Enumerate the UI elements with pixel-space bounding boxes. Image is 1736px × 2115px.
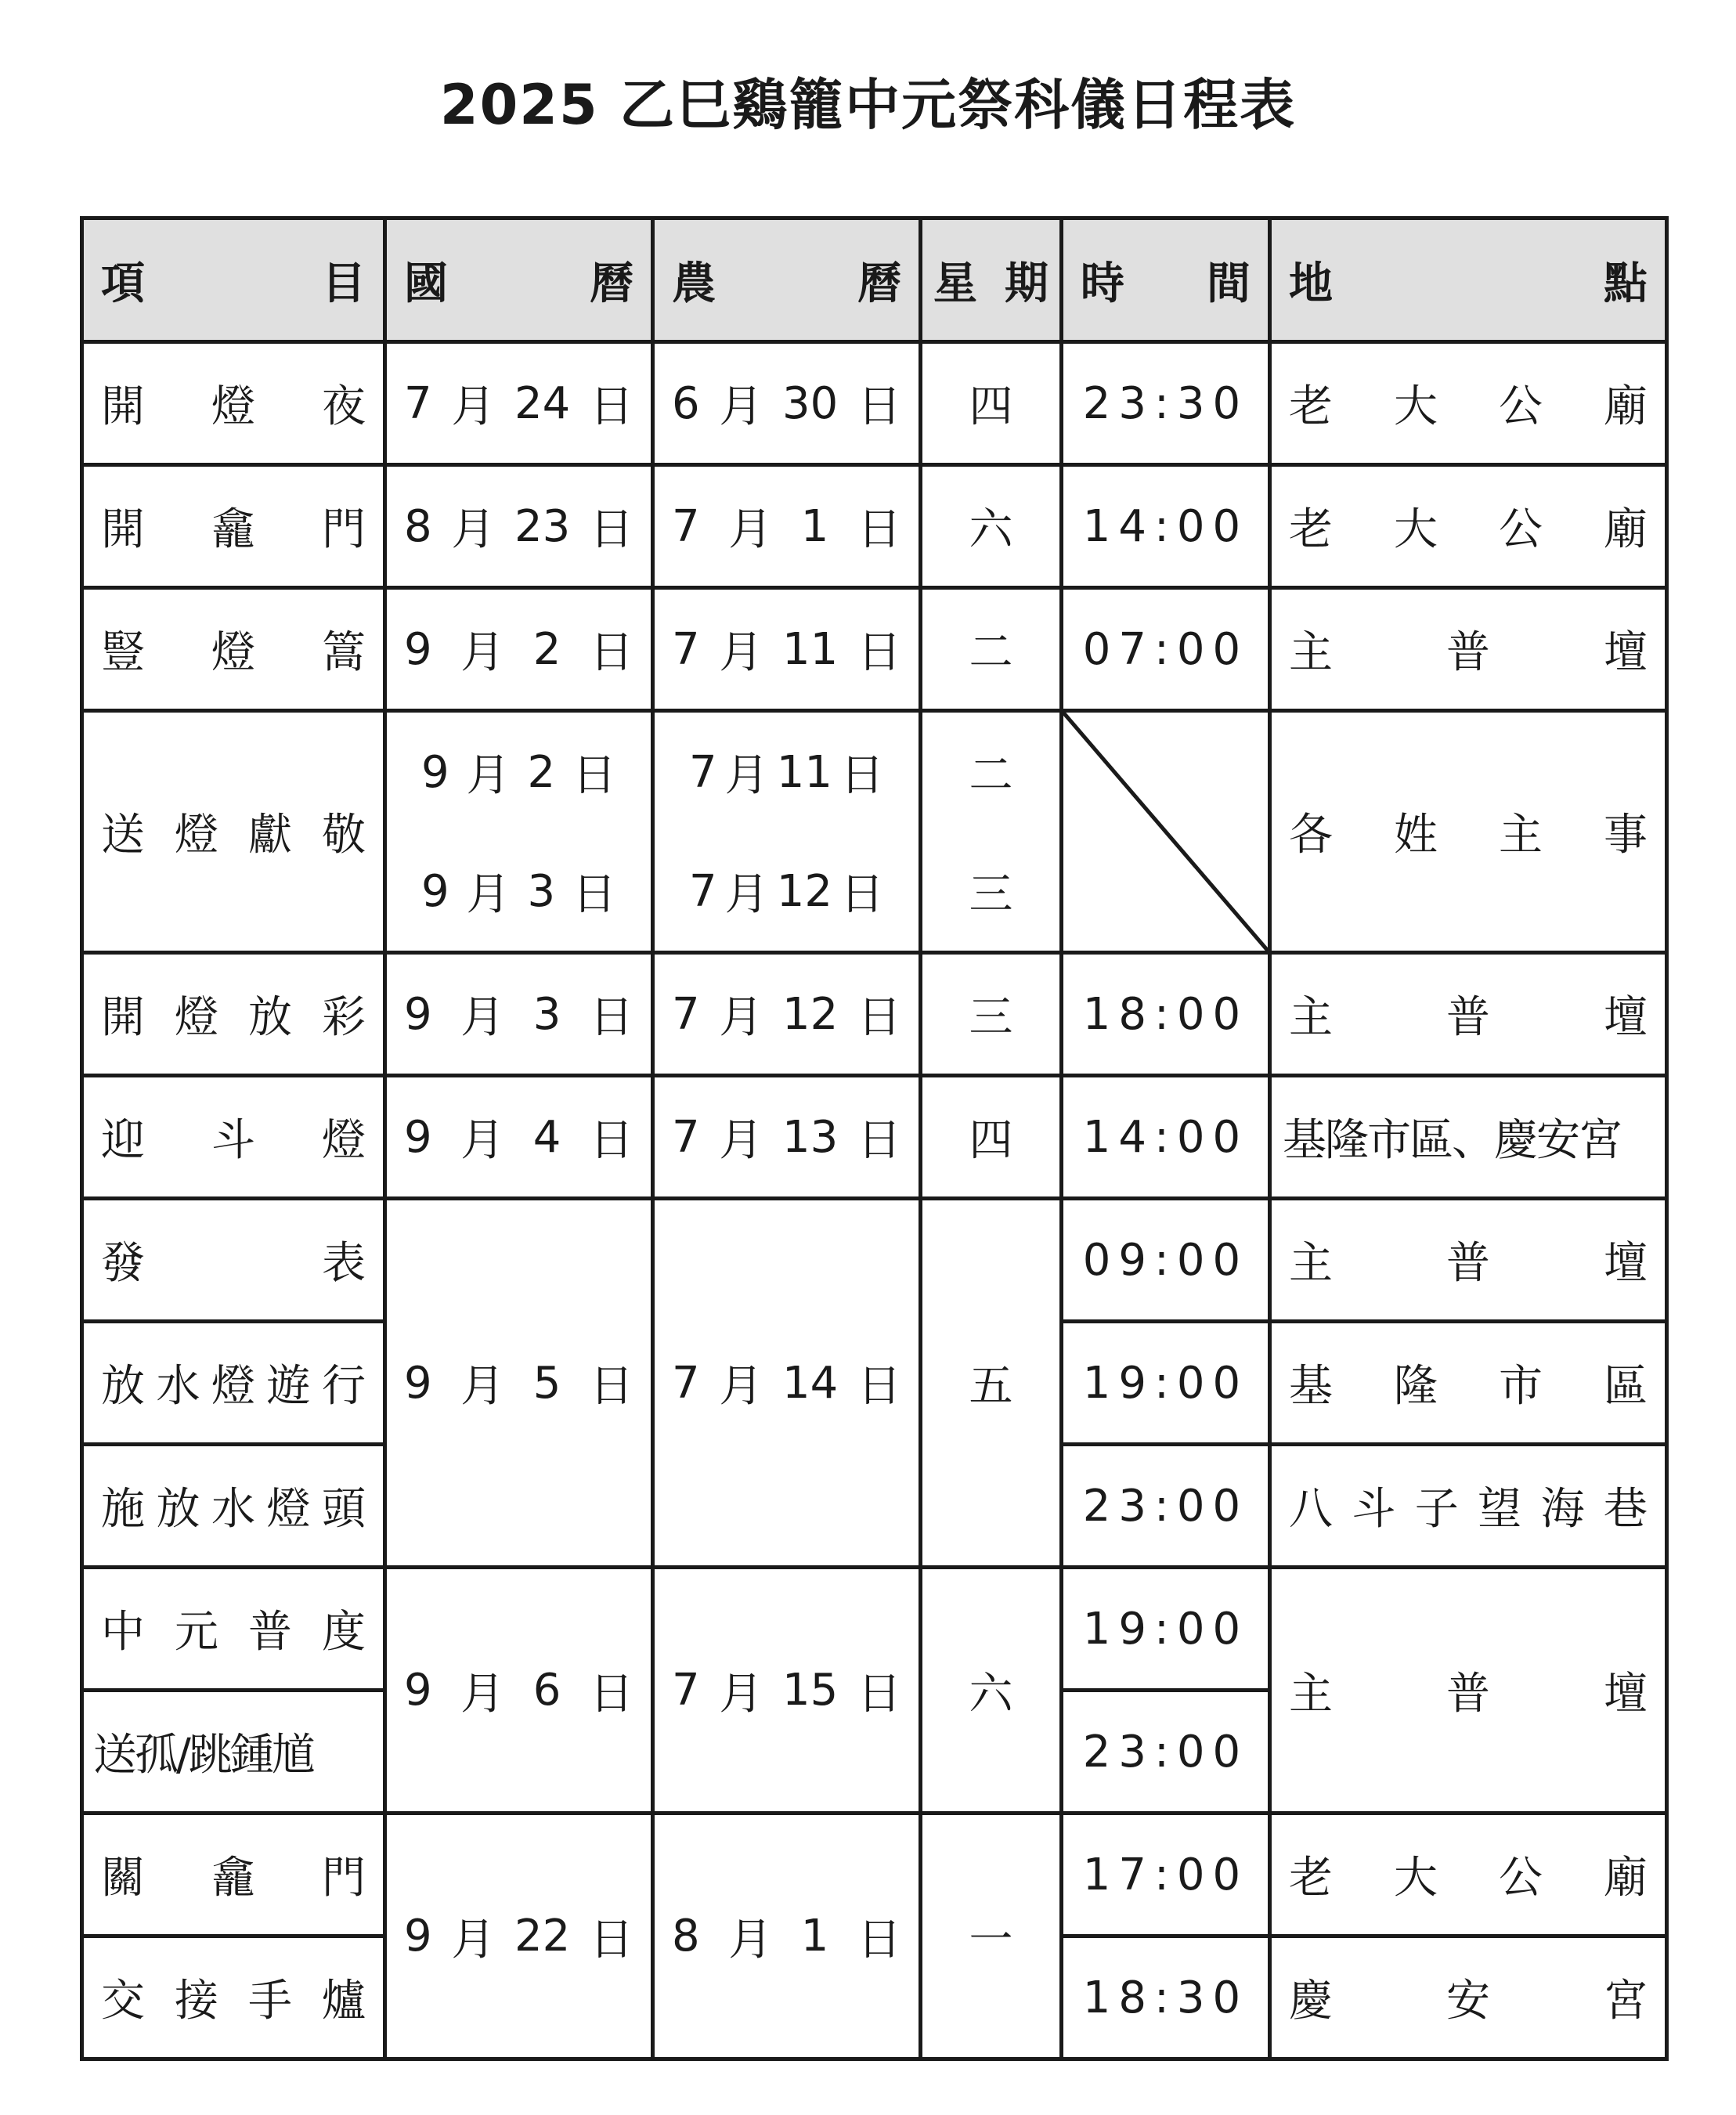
cell-text: 日 — [589, 1914, 633, 1965]
cell-text: 7 — [689, 865, 717, 917]
cell-text: 9 — [404, 1111, 432, 1163]
cell-text: 主 — [1289, 1238, 1333, 1289]
time-cell: 23:30 — [1062, 342, 1270, 465]
item-cell — [82, 1568, 385, 1691]
cell-text: 日 — [857, 1668, 901, 1720]
cell-text: 普 — [1446, 1238, 1490, 1289]
cell-text: 日 — [857, 504, 901, 555]
weekday-cell: 二 — [921, 588, 1062, 711]
cell-text: 日 — [857, 1361, 901, 1412]
lunar-date-cell — [653, 711, 921, 953]
cell-text: 22 — [514, 1911, 571, 1962]
cell-text: 7 — [672, 1111, 700, 1163]
cell-text: 9 — [404, 1665, 432, 1716]
cell-text: 月 — [466, 750, 511, 801]
weekday-cell: 五 — [921, 1199, 1062, 1568]
cell-text: 目 — [322, 258, 366, 309]
cell-text: 項 — [101, 258, 145, 309]
cell-text: 慶 — [1289, 1976, 1333, 2027]
item-cell — [82, 711, 385, 953]
lunar-date-cell — [653, 1199, 921, 1568]
lunar-date-cell — [653, 465, 921, 588]
cell-text: 放 — [248, 992, 292, 1043]
place-cell — [1270, 711, 1667, 953]
weekday-cell: 六 — [921, 465, 1062, 588]
cell-text: 月 — [460, 1361, 505, 1412]
page-title: 2025 乙巳鷄籠中元祭科儀日程表 — [439, 73, 1297, 137]
cell-text: 日 — [572, 750, 616, 801]
time-cell: 14:00 — [1062, 1076, 1270, 1199]
time-cell: 09:00 — [1062, 1199, 1270, 1322]
cell-text: 燈 — [211, 627, 255, 678]
header-item — [82, 218, 385, 342]
cell-text: 7 — [672, 988, 700, 1040]
cell-text: 龕 — [211, 504, 255, 555]
cell-text: 八 — [1289, 1484, 1333, 1535]
cell-text: 曆 — [590, 258, 633, 309]
cell-text: 農 — [672, 258, 716, 309]
cell-text: 日 — [589, 627, 633, 678]
cell-text: 月 — [724, 750, 769, 801]
place-cell — [1270, 953, 1667, 1076]
time-cell: 17:00 — [1062, 1814, 1270, 1936]
cell-text: 接 — [175, 1976, 218, 2027]
cell-text: 老 — [1289, 381, 1333, 432]
cell-text: 關 — [101, 1853, 145, 1904]
cell-text: 安 — [1446, 1976, 1490, 2027]
cell-text: 主 — [1289, 1668, 1333, 1720]
solar-date-cell — [385, 588, 653, 711]
cell-text: 主 — [1289, 992, 1333, 1043]
cell-text: 12 — [782, 988, 839, 1040]
cell-text: 頭 — [322, 1484, 366, 1535]
cell-text: 燈 — [211, 1361, 255, 1412]
cell-text: 水 — [156, 1361, 200, 1412]
cell-text: 9 — [421, 865, 449, 917]
cell-text: 望 — [1478, 1484, 1522, 1535]
cell-text: 月 — [451, 1914, 496, 1965]
cell-text: 日 — [589, 1361, 633, 1412]
cell-text: 開 — [101, 992, 145, 1043]
cell-text: 巷 — [1603, 1484, 1648, 1535]
cell-text: 間 — [1207, 258, 1251, 309]
cell-text: 3 — [527, 865, 556, 917]
time-cell: 23:00 — [1062, 1691, 1270, 1814]
item-cell — [82, 1199, 385, 1322]
cell-text: 姓 — [1394, 810, 1438, 861]
cell-text: 公 — [1499, 1853, 1543, 1904]
lunar-date-cell — [653, 1568, 921, 1814]
cell-text: 普 — [1446, 1668, 1490, 1720]
header-row — [82, 218, 1667, 342]
cell-text: 國 — [404, 258, 448, 309]
cell-text: 篙 — [322, 627, 366, 678]
item-cell — [82, 953, 385, 1076]
cell-text: 13 — [782, 1111, 839, 1163]
cell-text: 日 — [840, 869, 884, 920]
cell-text: 日 — [589, 504, 633, 555]
cell-text: 月 — [724, 869, 769, 920]
cell-text: 日 — [857, 992, 901, 1043]
cell-text: 普 — [1446, 627, 1490, 678]
item-cell — [82, 465, 385, 588]
cell-text: 子 — [1414, 1484, 1459, 1535]
table-row — [82, 1076, 1667, 1199]
cell-text: 月 — [719, 1115, 763, 1166]
cell-text: 月 — [460, 627, 505, 678]
cell-text: 交 — [101, 1976, 145, 2027]
time-cell-empty — [1062, 711, 1270, 953]
cell-text: 公 — [1499, 504, 1543, 555]
cell-text: 放 — [101, 1361, 145, 1412]
cell-text: 日 — [857, 627, 901, 678]
cell-text: 開 — [101, 381, 145, 432]
place-cell — [1270, 342, 1667, 465]
cell-text: 遊 — [266, 1361, 311, 1412]
cell-text: 月 — [719, 381, 763, 432]
cell-text: 2 — [527, 746, 556, 798]
place-cell — [1270, 1568, 1667, 1814]
table-row — [82, 1199, 1667, 1322]
header-weekday — [921, 218, 1062, 342]
cell-text: 送 — [101, 810, 145, 861]
table-row — [82, 465, 1667, 588]
solar-date-cell — [385, 465, 653, 588]
cell-text: 大 — [1394, 1853, 1438, 1904]
lunar-date-cell — [653, 342, 921, 465]
cell-text: 燈 — [266, 1484, 311, 1535]
solar-date-cell — [385, 342, 653, 465]
cell-text: 1 — [800, 1911, 829, 1962]
cell-text: 放 — [156, 1484, 200, 1535]
item-cell — [82, 1076, 385, 1199]
cell-text: 時 — [1081, 258, 1124, 309]
cell-text: 8 — [404, 500, 432, 552]
cell-text: 壇 — [1604, 627, 1648, 678]
cell-text: 日 — [589, 1115, 633, 1166]
cell-text: 6 — [672, 377, 700, 429]
cell-text: 2 — [532, 623, 561, 675]
solar-date-cell — [385, 711, 653, 953]
cell-text: 宮 — [1604, 1976, 1648, 2027]
cell-text: 7 — [672, 500, 700, 552]
cell-text: 市 — [1499, 1361, 1543, 1412]
cell-text: 11 — [782, 623, 839, 675]
cell-text: 彩 — [322, 992, 366, 1043]
cell-text: 9 — [404, 988, 432, 1040]
weekday-cell: 一 — [921, 1814, 1062, 2059]
cell-text: 5 — [532, 1357, 561, 1409]
cell-text: 廟 — [1604, 1853, 1648, 1904]
cell-text: 日 — [857, 1115, 901, 1166]
time-cell: 18:30 — [1062, 1936, 1270, 2059]
time-cell: 07:00 — [1062, 588, 1270, 711]
cell-text: 老 — [1289, 1853, 1333, 1904]
time-cell: 23:00 — [1062, 1445, 1270, 1568]
cell-text: 廟 — [1604, 381, 1648, 432]
cell-text: 地 — [1289, 258, 1333, 309]
place-cell — [1270, 465, 1667, 588]
cell-text: 月 — [460, 992, 505, 1043]
cell-text: 7 — [689, 746, 717, 798]
cell-text: 7 — [404, 377, 432, 429]
cell-text: 15 — [782, 1665, 839, 1716]
weekday-cell: 二 三 — [921, 711, 1062, 953]
time-cell: 14:00 — [1062, 465, 1270, 588]
cell-text: 行 — [322, 1361, 366, 1412]
cell-text: 星 — [933, 258, 977, 309]
place-cell — [1270, 1936, 1667, 2059]
lunar-date-cell — [653, 953, 921, 1076]
table-row — [82, 1814, 1667, 1936]
cell-text: 月 — [460, 1115, 505, 1166]
cell-text: 期 — [1005, 258, 1048, 309]
cell-text: 月 — [719, 627, 763, 678]
cell-text: 獻 — [248, 810, 292, 861]
cell-text: 月 — [719, 1668, 763, 1720]
cell-text: 23 — [514, 500, 571, 552]
cell-text: 24 — [514, 377, 571, 429]
item-cell — [82, 1445, 385, 1568]
table-row — [82, 953, 1667, 1076]
place-cell — [1270, 1445, 1667, 1568]
time-cell: 18:00 — [1062, 953, 1270, 1076]
cell-text: 日 — [857, 1914, 901, 1965]
weekday-cell: 三 — [921, 953, 1062, 1076]
cell-text: 12 — [776, 865, 832, 917]
cell-text: 9 — [421, 746, 449, 798]
cell-text: 月 — [728, 1914, 773, 1965]
cell-text: 海 — [1540, 1484, 1585, 1535]
cell-text: 7 — [672, 1357, 700, 1409]
cell-text: 廟 — [1604, 504, 1648, 555]
table-row — [82, 342, 1667, 465]
place-cell — [1270, 1322, 1667, 1445]
cell-text: 主 — [1499, 810, 1543, 861]
cell-text: 表 — [322, 1238, 366, 1289]
cell-text: 月 — [719, 992, 763, 1043]
lunar-date-cell — [653, 1814, 921, 2059]
item-cell — [82, 1322, 385, 1445]
solar-date-cell — [385, 953, 653, 1076]
cell-text: 月 — [719, 1361, 763, 1412]
cell-text: 燈 — [322, 1115, 366, 1166]
cell-text: 大 — [1394, 504, 1438, 555]
cell-text: 迎 — [101, 1115, 145, 1166]
cell-text: 各 — [1289, 810, 1333, 861]
cell-text: 11 — [776, 746, 832, 798]
header-time — [1062, 218, 1270, 342]
cell-text: 基 — [1289, 1361, 1333, 1412]
item-cell — [82, 588, 385, 711]
cell-text: 日 — [589, 1668, 633, 1720]
table-row — [82, 711, 1667, 953]
cell-text: 壇 — [1604, 1668, 1648, 1720]
cell-text: 3 — [532, 988, 561, 1040]
header-solar-date — [385, 218, 653, 342]
table-row — [82, 588, 1667, 711]
table-row — [82, 1568, 1667, 1691]
item-cell — [82, 1936, 385, 2059]
cell-text: 9 — [404, 623, 432, 675]
cell-text: 燈 — [211, 381, 255, 432]
solar-date-cell — [385, 1199, 653, 1568]
cell-text: 月 — [451, 504, 496, 555]
item-cell — [82, 1814, 385, 1936]
item-cell — [82, 342, 385, 465]
cell-text: 燈 — [175, 810, 218, 861]
cell-text: 敬 — [322, 810, 366, 861]
cell-text: 門 — [322, 1853, 366, 1904]
cell-text: 龕 — [211, 1853, 255, 1904]
weekday-cell: 四 — [921, 1076, 1062, 1199]
cell-text: 手 — [248, 1976, 292, 2027]
cell-text: 公 — [1499, 381, 1543, 432]
cell-text: 壇 — [1604, 992, 1648, 1043]
cell-text: 開 — [101, 504, 145, 555]
cell-text: 日 — [589, 992, 633, 1043]
place-cell — [1270, 588, 1667, 711]
cell-text: 1 — [800, 500, 829, 552]
time-cell: 19:00 — [1062, 1322, 1270, 1445]
cell-text: 4 — [532, 1111, 561, 1163]
cell-text: 爐 — [322, 1976, 366, 2027]
weekday-cell: 六 — [921, 1568, 1062, 1814]
cell-text: 豎 — [101, 627, 145, 678]
cell-text: 普 — [1446, 992, 1490, 1043]
cell-text: 夜 — [322, 381, 366, 432]
lunar-date-cell — [653, 588, 921, 711]
cell-text: 點 — [1604, 258, 1648, 309]
cell-text: 月 — [728, 504, 773, 555]
cell-text: 月 — [460, 1668, 505, 1720]
lunar-date-cell — [653, 1076, 921, 1199]
place-cell — [1270, 1814, 1667, 1936]
cell-text: 斗 — [1352, 1484, 1396, 1535]
cell-text: 區 — [1604, 1361, 1648, 1412]
cell-text: 7 — [672, 623, 700, 675]
cell-text: 月 — [466, 869, 511, 920]
solar-date-cell — [385, 1814, 653, 2059]
cell-text: 中 — [101, 1607, 145, 1658]
cell-text: 事 — [1604, 810, 1648, 861]
solar-date-cell — [385, 1076, 653, 1199]
cell-text: 6 — [532, 1665, 561, 1716]
cell-text: 水 — [211, 1484, 255, 1535]
cell-text: 主 — [1289, 627, 1333, 678]
cell-text: 施 — [101, 1484, 145, 1535]
cell-text: 日 — [840, 750, 884, 801]
cell-text: 曆 — [857, 258, 901, 309]
weekday-cell: 四 — [921, 342, 1062, 465]
diagonal-slash — [1063, 713, 1268, 951]
cell-text: 老 — [1289, 504, 1333, 555]
cell-text: 大 — [1394, 381, 1438, 432]
cell-text: 普 — [248, 1607, 292, 1658]
cell-text: 9 — [404, 1911, 432, 1962]
place-cell — [1270, 1199, 1667, 1322]
cell-text: 門 — [322, 504, 366, 555]
cell-text: 發 — [101, 1238, 145, 1289]
cell-text: 7 — [672, 1665, 700, 1716]
time-cell: 19:00 — [1062, 1568, 1270, 1691]
cell-text: 月 — [451, 381, 496, 432]
cell-text: 度 — [322, 1607, 366, 1658]
cell-text: 日 — [572, 869, 616, 920]
cell-text: 8 — [672, 1911, 700, 1962]
cell-text: 壇 — [1604, 1238, 1648, 1289]
cell-text: 斗 — [211, 1115, 255, 1166]
header-place — [1270, 218, 1667, 342]
header-lunar-date — [653, 218, 921, 342]
cell-text: 9 — [404, 1357, 432, 1409]
cell-text: 30 — [782, 377, 839, 429]
place-cell: 基隆市區、慶安宮 — [1270, 1076, 1667, 1199]
cell-text: 燈 — [175, 992, 218, 1043]
cell-text: 隆 — [1394, 1361, 1438, 1412]
cell-text: 14 — [782, 1357, 839, 1409]
schedule-table — [80, 216, 1669, 2061]
cell-text: 日 — [857, 381, 901, 432]
cell-text: 元 — [175, 1607, 218, 1658]
cell-text: 日 — [589, 381, 633, 432]
item-cell: 送孤/跳鍾馗 — [82, 1691, 385, 1814]
solar-date-cell — [385, 1568, 653, 1814]
